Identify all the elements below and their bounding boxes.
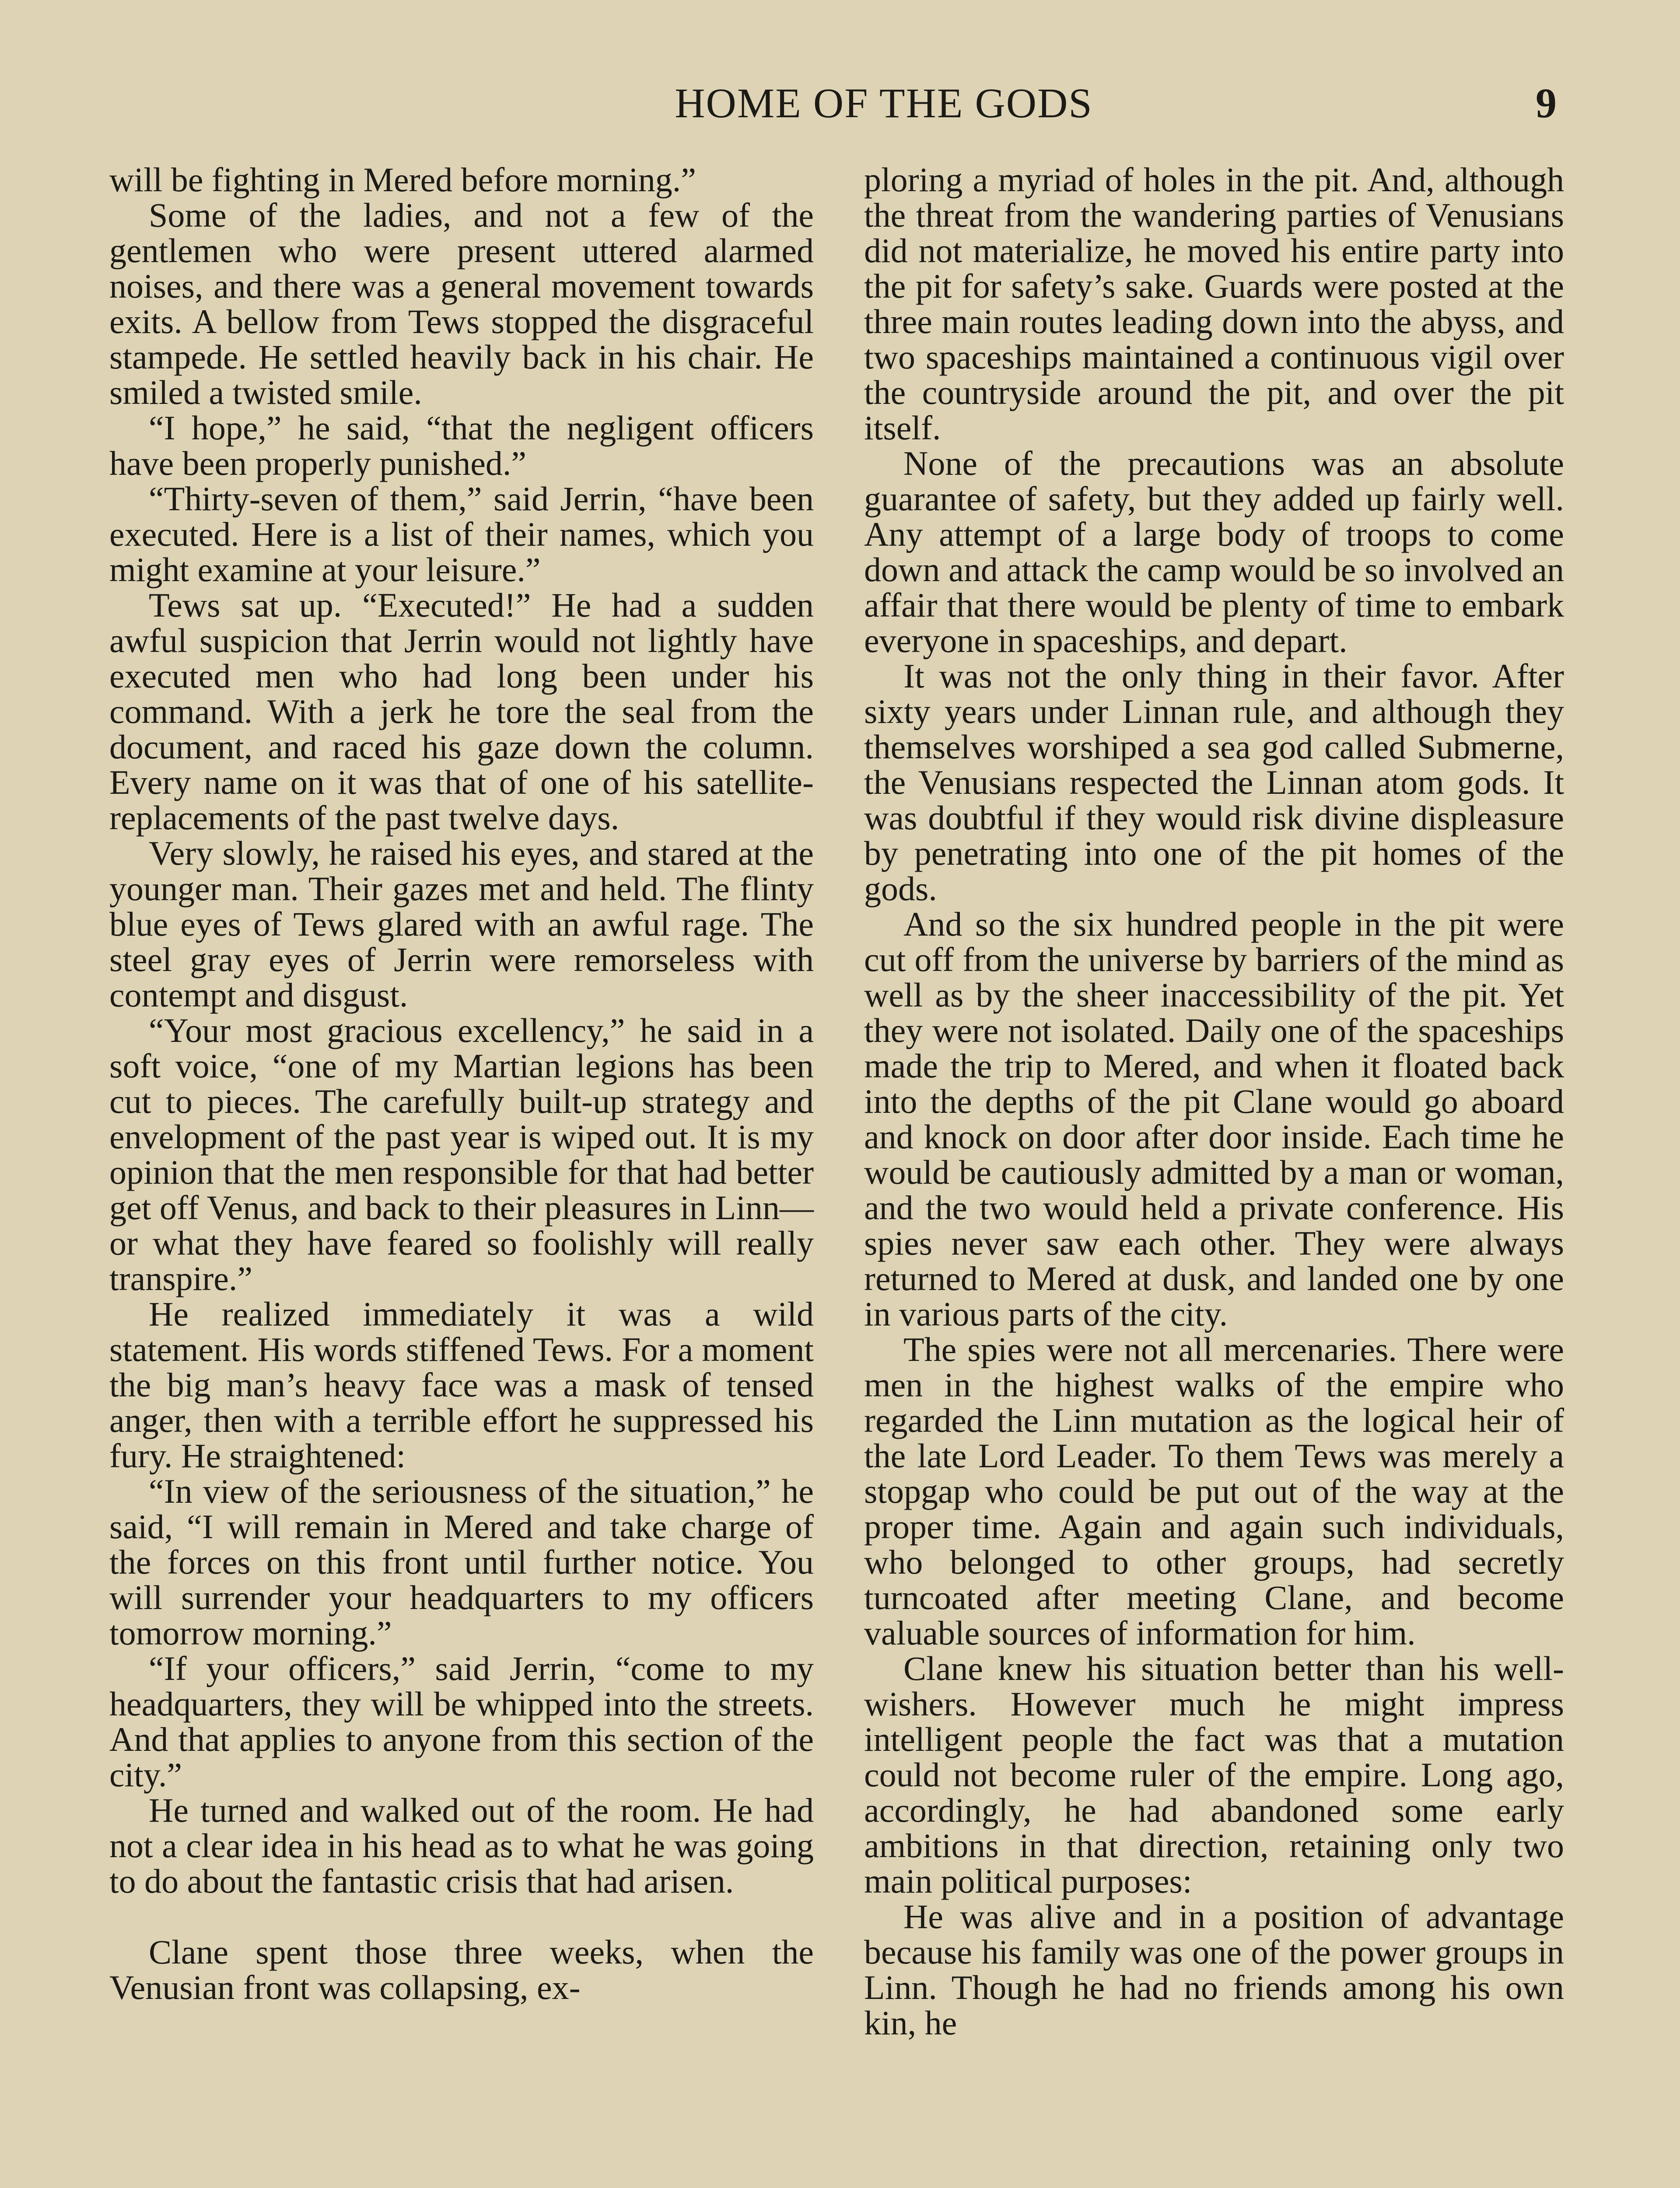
running-header-title: HOME OF THE GODS: [675, 80, 1093, 126]
paragraph: will be fighting in Mered before morning.”: [109, 161, 696, 199]
paragraph: Some of the ladies, and not a few of the gentlemen who were present uttered alarmed noises, and there was a general movement towards exits. A bellow from Tews stopped the disgraceful stampede. He settled heavily back in his chair. He smiled a twisted smile.: [109, 196, 814, 411]
right-text-column: [864, 162, 1564, 2041]
paragraph: Very slowly, he raised his eyes, and stared at the younger man. Their gazes met and held. The flinty blue eyes of Tews glared with an awful rage. The steel gray eyes of Jerrin were remorseless with contempt and disgust.: [109, 834, 814, 1014]
paragraph: None of the precautions was an absolute guarantee of safety, but they added up fairly well. Any attempt of a large body of troops to come down and attack the camp would be so involved an affair that there would be plenty of time to embark everyone in spaceships, and depart.: [864, 444, 1564, 659]
paragraph: “I hope,” he said, “that the negligent officers have been properly punished.”: [109, 409, 814, 482]
paragraph: He turned and walked out of the room. He had not a clear idea in his head as to what he was going to do about the fantastic crisis that had arisen.: [109, 1791, 814, 1900]
paragraph: “If your officers,” said Jerrin, “come to my headquarters, they will be whipped into the streets. And that applies to anyone from this section of the city.”: [109, 1649, 814, 1794]
paragraph: The spies were not all mercenaries. There were men in the highest walks of the empire who regarded the Linn mutation as the logical heir of the late Lord Leader. To them Tews was merely a stopgap who could be put out of the way at the proper time. Again and again such individuals, who belonged to other groups, had secretly turncoated after meeting Clane, and become valuable sources of information for him.: [864, 1330, 1564, 1652]
paragraph: Clane spent those three weeks, when the Venusian front was collapsing, ex-: [109, 1933, 814, 2006]
paragraph: And so the six hundred people in the pit were cut off from the universe by barriers of the mind as well as by the sheer inaccessibility of the pit. Yet they were not isolated. Daily one of the spaceships made the trip to Mered, and when it floated back into the depths of the pit Clane would go aboard and knock on door after door inside. Each time he would be cautiously admitted by a man or woman, and the two would held a private conference. His spies never saw each other. They were always returned to Mered at dusk, and landed one by one in various parts of the city.: [864, 905, 1564, 1333]
paragraph: Clane knew his situation better than his well-wishers. However much he might impress intelligent people the fact was that a mutation could not become ruler of the empire. Long ago, accordingly, he had abandoned some early ambitions in that direction, retaining only two main political purposes:: [864, 1649, 1564, 1900]
paragraph: It was not the only thing in their favor. After sixty years under Linnan rule, and although they themselves worshiped a sea god called Submerne, the Venusians respected the Linnan atom gods. It was doubtful if they would risk divine displeasure by penetrating into one of the pit homes of the gods.: [864, 657, 1564, 908]
paragraph: He was alive and in a position of advantage because his family was one of the power groups in Linn. Though he had no friends among his own kin, he: [864, 1897, 1564, 2042]
paragraph: ploring a myriad of holes in the pit. And, although the threat from the wandering parties of Venusians did not materialize, he moved his entire party into the pit for safety’s sake. Guards were posted at the three main routes leading down into the abyss, and two spaceships maintained a continuous vigil over the countryside around the pit, and over the pit itself.: [864, 161, 1564, 447]
paragraph: He realized immediately it was a wild statement. His words stiffened Tews. For a moment the big man’s heavy face was a mask of tensed anger, then with a terrible effort he suppressed his fury. He straightened:: [109, 1295, 814, 1475]
paragraph: “Your most gracious excellency,” he said in a soft voice, “one of my Martian legions has been cut to pieces. The carefully built-up strategy and envelopment of the past year is wiped out. It is my opinion that the men responsible for that had better get off Venus, and back to their pleasures in Linn—or what they have feared so foolishly will really transpire.”: [109, 1011, 814, 1297]
paragraph: Tews sat up. “Executed!” He had a sudden awful suspicion that Jerrin would not lightly have executed men who had long been under his command. With a jerk he tore the seal from the document, and raced his gaze down the column. Every name on it was that of one of his satellite-replacements of the past twelve days.: [109, 586, 814, 837]
paragraph: “In view of the seriousness of the situation,” he said, “I will remain in Mered and take charge of the forces on this front until further notice. You will surrender your headquarters to my officers tomorrow morning.”: [109, 1472, 814, 1652]
page-number: 9: [1536, 80, 1557, 126]
left-text-column: [109, 162, 814, 2005]
paragraph: “Thirty-seven of them,” said Jerrin, “have been executed. Here is a list of their names, which you might examine at your leisure.”: [109, 480, 814, 589]
